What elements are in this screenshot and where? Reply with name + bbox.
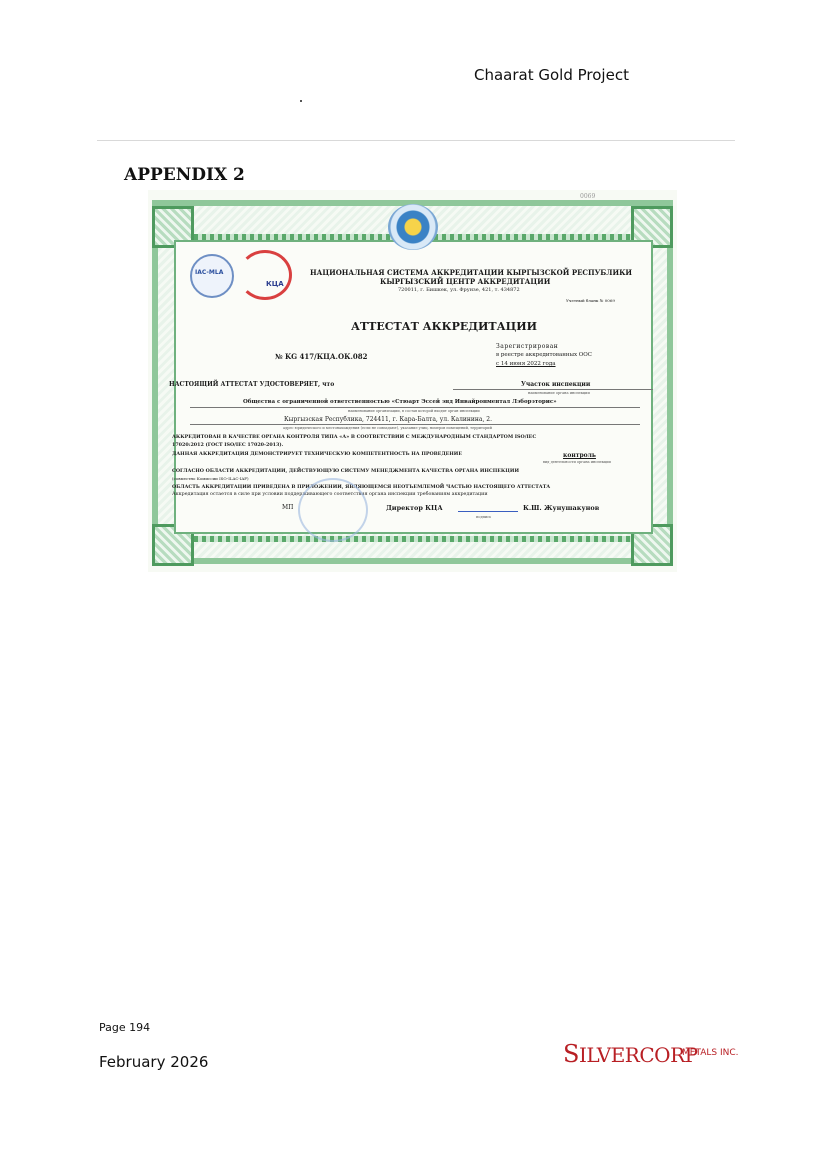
signature-note: подпись (476, 515, 492, 519)
inspection-body-type-note: наименование органа инспекции (528, 391, 590, 395)
appendix-heading: APPENDIX 2 (124, 165, 245, 185)
underline (453, 389, 653, 390)
accreditation-statement-2: 17020:2012 (ГОСТ ISO/IEC 17020-2013). (172, 442, 284, 448)
cert-record-number: Учетный бланк № 0069 (566, 298, 615, 303)
organization-address: Кыргызская Республика, 724411, г. Кара-Балта, ул. Калинина, 2. (284, 416, 493, 423)
underline (190, 407, 640, 408)
brand-name: ILVERCORP (578, 1043, 698, 1067)
brand-suffix: METALS INC. (682, 1048, 739, 1058)
organization-name: Общества с ограниченной ответственностью «Стюарт Эссей энд Инвайронментал Лэборэторис» (243, 399, 557, 405)
certifies-statement: НАСТОЯЩИЙ АТТЕСТАТ УДОСТОВЕРЯЕТ, что (169, 381, 335, 388)
cert-number: № KG 417/КЦА.ОК.082 (275, 352, 368, 361)
seal-label: МП (282, 504, 294, 511)
header-mark (300, 100, 302, 102)
inspection-body-type: Участок инспекции (521, 381, 591, 388)
validity-statement: Аккредитация остается в силе при условии поддерживающего соответствия органа инспекции требованиям аккредитации (172, 492, 488, 497)
director-label: Директор КЦА (386, 504, 443, 512)
registered-text: в реестре аккредитованных ООС (496, 352, 593, 358)
page-header-title: Chaarat Gold Project (474, 66, 629, 84)
cert-line-2: КЫРГЫЗСКИЙ ЦЕНТР АККРЕДИТАЦИИ (380, 277, 551, 286)
organization-address-note: адрес юридического и местонахождения (если не совпадают), указание улиц, номеров помещений, территорий (283, 426, 492, 430)
scope-statement-2: (совместно Комиссии ISO-ILAC-IAF) (172, 476, 249, 481)
silvercorp-logo (563, 1040, 698, 1068)
corner-mark: 0069 (580, 193, 596, 200)
cert-address: 720011, г. Бишкек, ул. Фрунзе, 421, т. 434872 (398, 287, 520, 293)
state-emblem-icon (388, 204, 438, 250)
iac-mla-logo-icon (190, 254, 234, 298)
report-date: February 2026 (99, 1053, 209, 1071)
page-number: Page 194 (99, 1021, 151, 1034)
director-signature (458, 501, 518, 512)
annex-statement: ОБЛАСТЬ АККРЕДИТАЦИИ ПРИВЕДЕНА В ПРИЛОЖЕНИИ, ЯВЛЯЮЩЕМСЯ НЕОТЪЕМЛЕМОЙ ЧАСТЬЮ НАСТОЯЩЕГО АТТЕСТАТА (172, 484, 551, 490)
accreditation-certificate-image (148, 190, 677, 572)
cert-line-1: НАЦИОНАЛЬНАЯ СИСТЕМА АККРЕДИТАЦИИ КЫРГЫЗСКОЙ РЕСПУБЛИКИ (310, 268, 633, 277)
accreditation-statement-1: АККРЕДИТОВАН В КАЧЕСТВЕ ОРГАНА КОНТРОЛЯ ТИПА «А» В СООТВЕТСТВИИ С МЕЖДУНАРОДНЫМ СТАНДАРТОМ ISO/IEC (172, 434, 537, 440)
cert-title: АТТЕСТАТ АККРЕДИТАЦИИ (351, 320, 537, 333)
kca-logo-icon (238, 250, 292, 300)
underline (190, 424, 640, 425)
competence-value: контроль (563, 452, 596, 459)
registered-label: Зарегистрирован (496, 343, 559, 350)
certificate-bottom-band (154, 536, 671, 542)
iac-mla-logo-text: IAC-MLA (195, 269, 224, 276)
official-stamp (298, 478, 368, 542)
competence-statement: ДАННАЯ АККРЕДИТАЦИЯ ДЕМОНСТРИРУЕТ ТЕХНИЧЕСКУЮ КОМПЕТЕНТНОСТЬ НА ПРОВЕДЕНИЕ (172, 451, 462, 457)
kca-logo-text: КЦА (266, 280, 284, 288)
director-name: К.Ш. Жунушакунов (523, 504, 600, 512)
organization-note: наименование организации, в состав которой входит орган инспекции (348, 409, 480, 413)
header-divider (97, 140, 735, 141)
scope-statement-1: СОГЛАСНО ОБЛАСТИ АККРЕДИТАЦИИ, ДЕЙСТВУЮЩУЮ СИСТЕМУ МЕНЕДЖМЕНТА КАЧЕСТВА ОРГАНА ИНСПЕКЦИИ (172, 468, 519, 474)
brand-initial: S (563, 1040, 579, 1068)
registered-date: с 14 июня 2022 года (496, 361, 556, 367)
competence-note: вид деятельности органа инспекции (543, 460, 611, 464)
